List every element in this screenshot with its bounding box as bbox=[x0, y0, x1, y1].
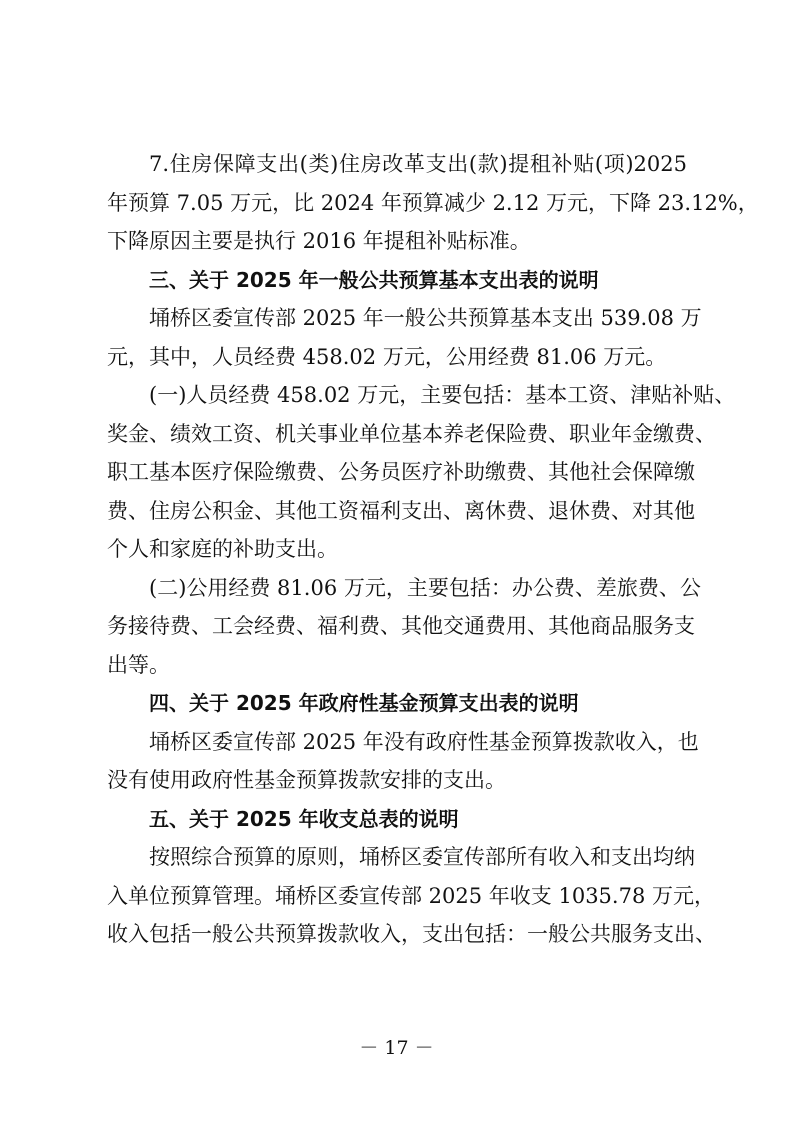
paragraph-line: 按照综合预算的原则，埇桥区委宣传部所有收入和支出均纳 bbox=[149, 845, 695, 869]
paragraph-line: (一)人员经费 458.02 万元，主要包括：基本工资、津贴补贴、 bbox=[149, 383, 736, 407]
paragraph-line: 务接待费、工会经费、福利费、其他交通费用、其他商品服务支 bbox=[107, 614, 695, 638]
paragraph-line: 7.住房保障支出(类)住房改革支出(款)提租补贴(项)2025 bbox=[149, 152, 687, 176]
paragraph-line: 职工基本医疗保险缴费、公务员医疗补助缴费、其他社会保障缴 bbox=[107, 460, 695, 484]
paragraph-line: 费、住房公积金、其他工资福利支出、离休费、退休费、对其他 bbox=[107, 498, 695, 523]
section-heading: 三、关于 2025 年一般公共预算基本支出表的说明 bbox=[149, 267, 599, 292]
page-number: － 17 － bbox=[359, 1037, 434, 1059]
section-heading: 四、关于 2025 年政府性基金预算支出表的说明 bbox=[149, 691, 579, 715]
paragraph-line: 年预算 7.05 万元，比 2024 年预算减少 2.12 万元，下降 23.12%， bbox=[107, 190, 759, 215]
body-text bbox=[107, 145, 759, 954]
paragraph-line: 入单位预算管理。埇桥区委宣传部 2025 年收支 1035.78 万元， bbox=[107, 883, 715, 908]
paragraph-line: 出等。 bbox=[107, 652, 170, 677]
paragraph-line: 下降原因主要是执行 2016 年提租补贴标准。 bbox=[107, 229, 531, 253]
paragraph-line: 元，其中，人员经费 458.02 万元，公用经费 81.06 万元。 bbox=[107, 344, 667, 369]
paragraph-line: 个人和家庭的补助支出。 bbox=[107, 537, 338, 561]
paragraph-line: 收入包括一般公共预算拨款收入，支出包括：一般公共服务支出、 bbox=[107, 922, 716, 946]
paragraph-line: 奖金、绩效工资、机关事业单位基本养老保险费、职业年金缴费、 bbox=[107, 421, 716, 446]
paragraph-line: 埇桥区委宣传部 2025 年没有政府性基金预算拨款收入，也 bbox=[149, 729, 699, 754]
paragraph-line: (二)公用经费 81.06 万元，主要包括：办公费、差旅费、公 bbox=[149, 575, 701, 600]
section-heading: 五、关于 2025 年收支总表的说明 bbox=[149, 806, 459, 831]
paragraph-line: 埇桥区委宣传部 2025 年一般公共预算基本支出 539.08 万 bbox=[149, 306, 702, 330]
paragraph-line: 没有使用政府性基金预算拨款安排的支出。 bbox=[107, 768, 506, 792]
